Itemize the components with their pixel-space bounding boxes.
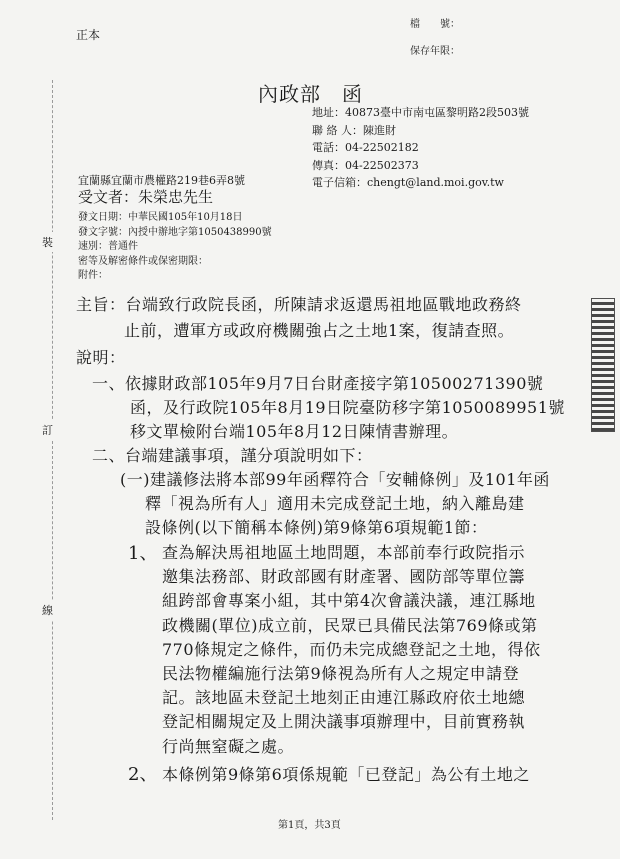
binding-line: [52, 80, 53, 820]
attachment: 附件：: [78, 270, 108, 281]
binding-char-2: 訂: [42, 420, 53, 440]
point-1-line: 記。該地區未登記土地刻正由連江縣政府依土地總: [162, 688, 526, 708]
file-number-label: 檔 號：: [410, 19, 460, 30]
document-title: 內政部 函: [258, 82, 363, 106]
binding-char-1: 裝: [42, 232, 53, 252]
contact-address: 地址：40873臺中市南屯區黎明路2段503號: [312, 106, 529, 119]
recipient-address: 宜蘭縣宜蘭市農權路219巷6弄8號: [78, 174, 245, 187]
point-1-line: 組跨部會專案小組，其中第4次會議決議，連江縣地: [162, 591, 536, 611]
point-1-body: [162, 541, 541, 759]
recipient: 受文者：朱榮忠先生: [78, 188, 214, 206]
contact-person: 聯 絡 人：陳進財: [312, 123, 396, 137]
point-2-line-1: 本條例第9條第6項係規範「已登記」為公有土地之: [162, 765, 530, 784]
point-2-number: 2、: [128, 764, 158, 785]
contact-phone: 電話：04-22502182: [312, 141, 419, 154]
explanation-label: 說明：: [76, 348, 126, 367]
item1-line-1: 一、依據財政部105年9月7日台財產接字第10500271390號: [92, 374, 544, 393]
point-1-line: 查為解決馬祖地區土地問題，本部前奉行政院指示: [162, 543, 526, 562]
contact-block: [312, 104, 529, 192]
point-1-line: 民法物權編施行法第9條視為所有人之規定申請登: [162, 664, 520, 684]
issue-date: 發文日期：中華民國105年10月18日: [78, 212, 243, 223]
speed: 速別：普通件: [78, 241, 138, 252]
page-footer: 第1頁，共3頁: [278, 820, 341, 831]
point-1-line: 登記相關規定及上開決議事項辦理中，目前實務執: [162, 712, 526, 732]
subject-line-2: 止前，遭軍方或政府機關強占之土地1案，復請查照。: [124, 321, 515, 340]
item2-sub1-line-2: 釋「視為所有人」適用未完成登記土地，納入離島建: [145, 494, 525, 513]
item2-heading: 二、台端建議事項，謹分項說明如下：: [92, 446, 373, 465]
document-number: 發文字號：內授中辦地字第1050438990號: [78, 226, 272, 238]
security-level: 密等及解密條件或保密期限：: [78, 255, 208, 267]
meta-block: [78, 211, 272, 284]
binding-char-3: 線: [42, 600, 53, 620]
point-1-line: 770條規定之條件，而仍未完成總登記之土地，得依: [162, 639, 541, 659]
point-1-number: 1、: [128, 543, 158, 564]
item1-line-3: 移文單檢附台端105年8月12日陳情書辦理。: [130, 422, 459, 441]
subject-line-1: 主旨：台端致行政院長函，所陳請求返還馬祖地區戰地政務終: [76, 295, 522, 314]
copy-type: 正本: [76, 28, 101, 42]
item1-line-2: 函，及行政院105年8月19日院臺防移字第1050089951號: [130, 398, 565, 417]
retention-label: 保存年限：: [410, 46, 460, 57]
item2-sub1-line-3: 設條例(以下簡稱本條例)第9條第6項規範1節：: [145, 518, 488, 537]
seal-stamp: [591, 298, 615, 432]
contact-email: 電子信箱：chengt@land.moi.gov.tw: [312, 176, 504, 189]
point-1-line: 政機關(單位)成立前，民眾已具備民法第769條或第: [162, 615, 538, 635]
item2-sub1-line-1: (一)建議修法將本部99年函釋符合「安輔條例」及101年函: [120, 470, 550, 489]
point-1-line: 邀集法務部、財政部國有財產署、國防部等單位籌: [162, 567, 526, 587]
contact-fax: 傳真：04-22502373: [312, 158, 419, 172]
point-1-line: 行尚無窒礙之處。: [162, 736, 295, 756]
